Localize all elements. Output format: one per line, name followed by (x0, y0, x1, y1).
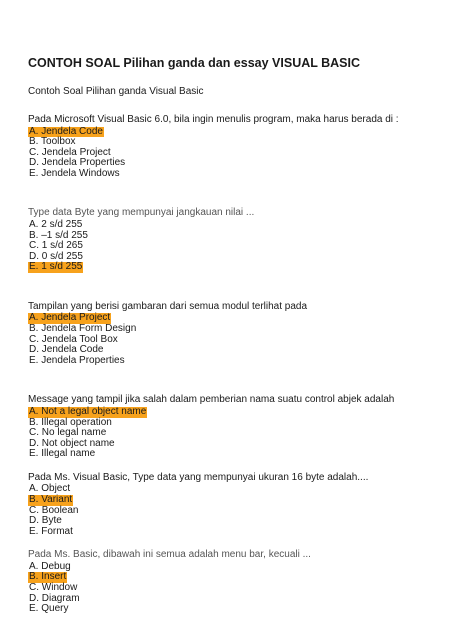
option-label: E. 1 s/d 255 (29, 261, 83, 273)
option-label: D. Diagram (29, 592, 80, 604)
option-e (28, 449, 448, 460)
option-label: E. Illegal name (29, 448, 96, 460)
question-text: Pada Microsoft Visual Basic 6.0, bila ingin menulis program, maka harus berada di : (28, 114, 399, 125)
option-a (28, 220, 448, 231)
question-text: Pada Ms. Visual Basic, Type data yang mempunyai ukuran 16 byte adalah.... (28, 471, 369, 483)
option-e (28, 169, 448, 180)
option-label: C. No legal name (29, 427, 107, 439)
option-list (28, 562, 448, 615)
option-label: C. Jendela Tool Box (29, 333, 118, 345)
option-list (28, 407, 448, 460)
option-label: B. Toolbox (29, 136, 76, 148)
option-label: D. Not object name (29, 437, 115, 449)
document-page (28, 56, 448, 633)
option-label: B. Illegal operation (29, 416, 112, 428)
option-a (28, 407, 448, 418)
option-list (28, 484, 448, 537)
option-list (28, 127, 448, 180)
option-label: D. Jendela Code (29, 344, 104, 356)
option-label: C. Window (29, 582, 78, 594)
option-label: A. Jendela Project (29, 312, 111, 324)
option-d (28, 516, 448, 527)
option-label: A. 2 s/d 255 (29, 218, 83, 230)
option-label: E. Jendela Properties (29, 354, 125, 366)
question-text: Pada Ms. Basic, dibawah ini semua adalah menu bar, kecuali ... (28, 549, 311, 561)
option-b (28, 495, 448, 506)
question-text: Message yang tampil jika salah dalam pemberian nama suatu control abjek adalah (28, 394, 395, 406)
option-label: B. Variant (29, 493, 73, 505)
question-text: Tampilan yang berisi gambaran dari semua modul terlihat pada (28, 300, 308, 312)
option-label: B. –1 s/d 255 (29, 229, 88, 241)
option-label: D. 0 s/d 255 (29, 250, 83, 262)
question-2 (28, 207, 448, 272)
question-6 (28, 549, 448, 614)
option-list (28, 313, 448, 366)
option-label: B. Insert (29, 571, 67, 583)
option-label: C. Jendela Project (29, 146, 111, 158)
question-3 (28, 301, 448, 366)
option-label: C. 1 s/d 265 (29, 240, 83, 252)
option-c (28, 241, 448, 252)
question-1 (28, 114, 448, 179)
question-4 (28, 394, 448, 459)
option-label: E. Jendela Windows (29, 167, 120, 179)
option-c (28, 583, 448, 594)
option-a (28, 484, 448, 495)
option-label: A. Jendela Code (29, 125, 103, 137)
option-label: A. Object (29, 483, 71, 495)
option-a (28, 127, 448, 138)
option-label: D. Jendela Properties (29, 157, 126, 169)
option-e (28, 262, 448, 273)
document-title: CONTOH SOAL Pilihan ganda dan essay VISUAL BASIC (28, 56, 361, 70)
option-b (28, 572, 448, 583)
option-e (28, 604, 448, 615)
question-list (28, 114, 448, 615)
option-e (28, 356, 448, 367)
option-d (28, 252, 448, 263)
question-text: Type data Byte yang mempunyai jangkauan nilai ... (28, 207, 255, 219)
option-label: A. Not a legal object name (29, 405, 147, 417)
option-label: D. Byte (29, 515, 62, 527)
option-e (28, 527, 448, 538)
option-label: C. Boolean (29, 504, 79, 516)
option-label: E. Query (29, 603, 69, 615)
option-b (28, 231, 448, 242)
option-label: A. Debug (29, 560, 71, 572)
option-a (28, 562, 448, 573)
option-list (28, 220, 448, 273)
option-label: B. Jendela Form Design (29, 323, 137, 335)
document-subtitle: Contoh Soal Pilihan ganda Visual Basic (28, 86, 204, 97)
option-d (28, 594, 448, 605)
option-label: E. Format (29, 525, 73, 537)
question-5 (28, 472, 448, 537)
option-c (28, 506, 448, 517)
